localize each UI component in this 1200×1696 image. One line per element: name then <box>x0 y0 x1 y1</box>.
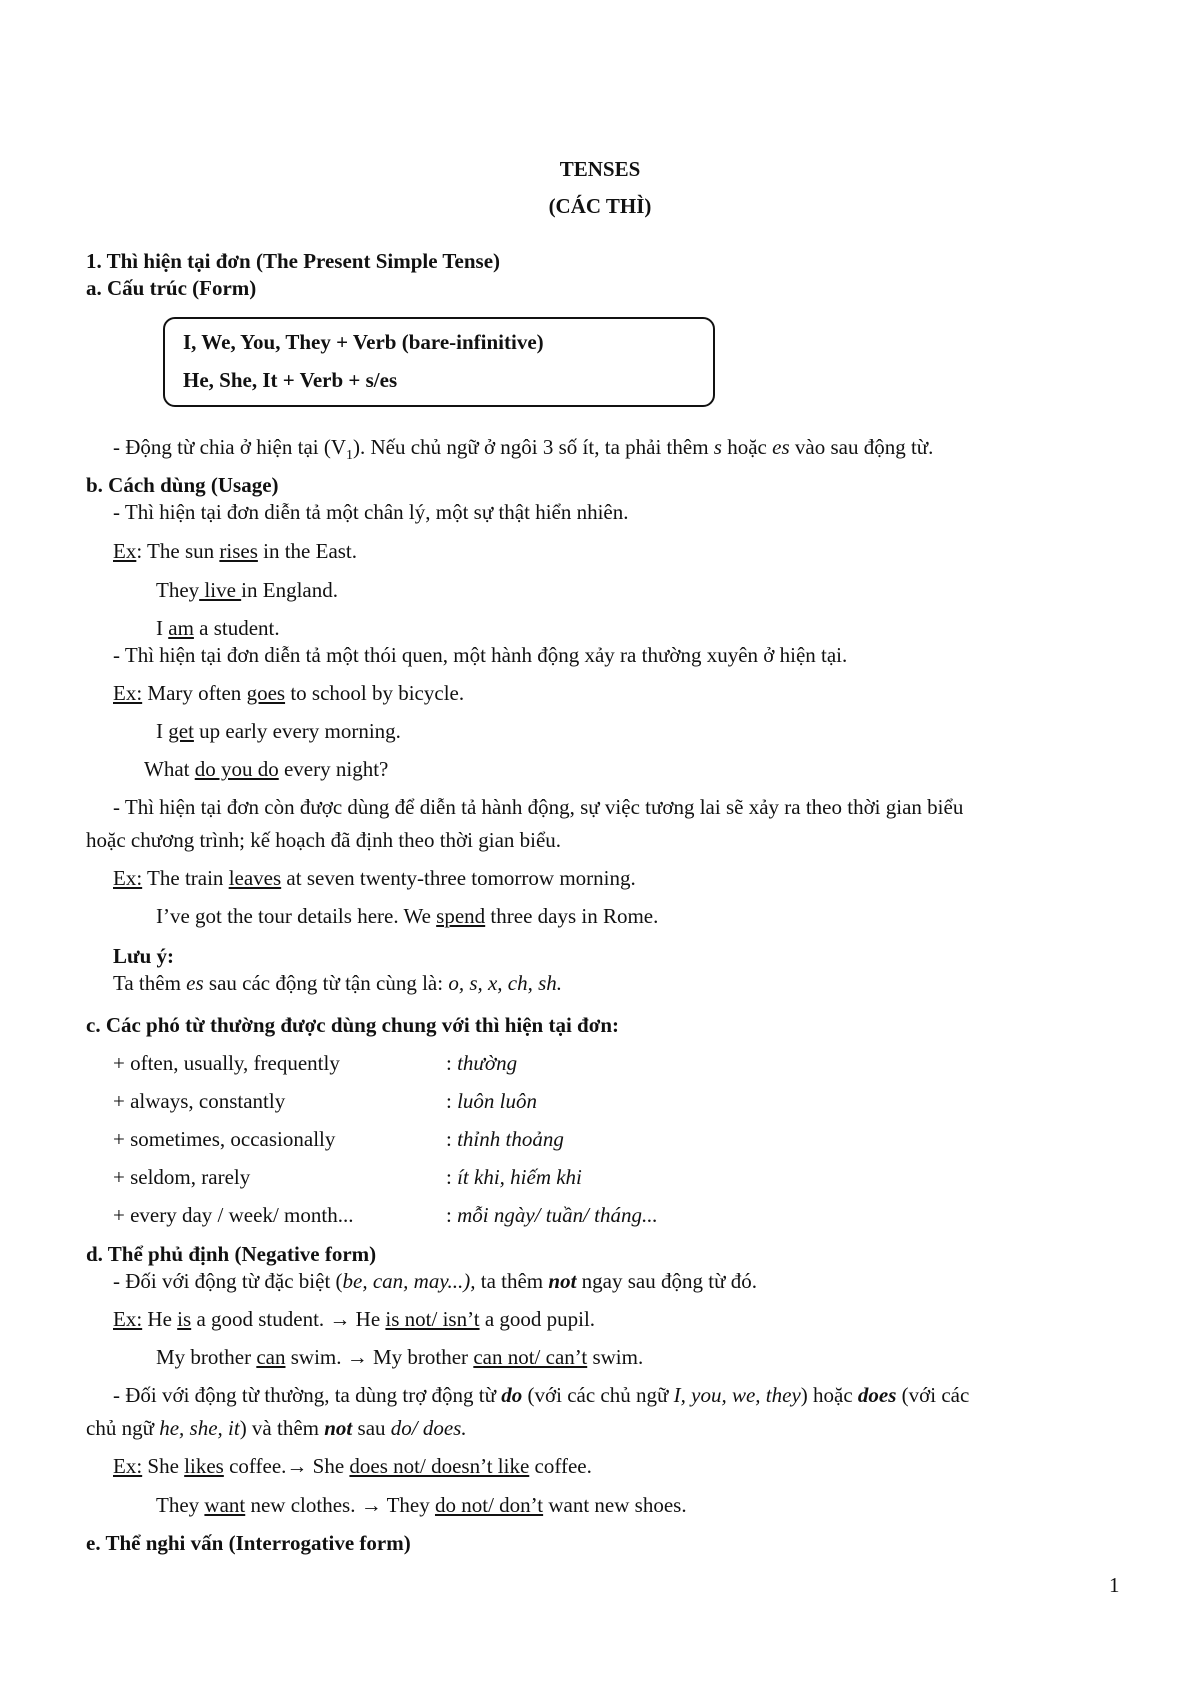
adverb-vi: : luôn luôn <box>446 1089 538 1113</box>
adverb-en: + always, constantly <box>113 1089 286 1113</box>
note-text: Ta thêm es sau các động từ tận cùng là: o, s, x, ch, sh. <box>113 971 563 995</box>
adverb-en: + every day / week/ month... <box>113 1203 354 1227</box>
adverbs-heading: c. Các phó từ thường được dùng chung với thì hiện tại đơn: <box>86 1013 620 1037</box>
adverb-row <box>113 1050 518 1076</box>
usage-heading: b. Cách dùng (Usage) <box>86 473 279 497</box>
usage-truth: - Thì hiện tại đơn diễn tả một chân lý, một sự thật hiển nhiên. <box>113 500 629 524</box>
negative-heading: d. Thể phủ định (Negative form) <box>86 1242 377 1266</box>
example-schedule-1: Ex: The train leaves at seven twenty-three tomorrow morning. <box>113 866 636 890</box>
example-habit-3: What do you do every night? <box>144 757 389 781</box>
adverb-row <box>113 1202 658 1228</box>
page-title: TENSES <box>559 157 641 181</box>
example-truth-3: I am a student. <box>156 616 280 640</box>
form-box <box>163 317 715 407</box>
adverb-row <box>113 1164 582 1190</box>
interrogative-heading: e. Thể nghi vấn (Interrogative form) <box>86 1531 411 1555</box>
example-negative-3: Ex: She likes coffee.→ She does not/ doesn’t like coffee. <box>113 1454 592 1478</box>
page-subtitle: (CÁC THÌ) <box>548 194 652 218</box>
note-heading: Lưu ý: <box>113 944 175 968</box>
adverb-vi: : thường <box>446 1051 518 1075</box>
adverb-en: + often, usually, frequently <box>113 1051 340 1075</box>
negative-rule-ordinary-line-2: chủ ngữ he, she, it) và thêm not sau do/ does. <box>86 1416 467 1440</box>
adverb-en: + sometimes, occasionally <box>113 1127 336 1151</box>
example-truth-2: They live in England. <box>156 578 338 602</box>
example-schedule-2: I’ve got the tour details here. We spend three days in Rome. <box>156 904 659 928</box>
form-line-plural: I, We, You, They + Verb (bare-infinitive) <box>183 330 544 354</box>
adverb-vi: : thỉnh thoảng <box>446 1127 564 1151</box>
negative-rule-ordinary-line-1: - Đối với động từ thường, ta dùng trợ động từ do (với các chủ ngữ I, you, we, they) hoặc does (với các <box>113 1383 970 1407</box>
example-negative-4: They want new clothes. → They do not/ don’t want new shoes. <box>156 1493 687 1517</box>
negative-rule-special: - Đối với động từ đặc biệt (be, can, may...), ta thêm not ngay sau động từ đó. <box>113 1269 757 1293</box>
adverb-vi: : ít khi, hiếm khi <box>446 1165 582 1189</box>
form-line-singular: He, She, It + Verb + s/es <box>183 368 398 392</box>
example-habit-1: Ex: Mary often goes to school by bicycle. <box>113 681 465 705</box>
section-1-heading: 1. Thì hiện tại đơn (The Present Simple Tense) <box>86 249 501 273</box>
example-truth-1: Ex: The sun rises in the East. <box>113 539 358 563</box>
adverb-vi: : mỗi ngày/ tuần/ tháng... <box>446 1203 658 1227</box>
page-number: 1 <box>1109 1573 1120 1597</box>
example-negative-1: Ex: He is a good student. → He is not/ isn’t a good pupil. <box>113 1307 596 1331</box>
usage-habit: - Thì hiện tại đơn diễn tả một thói quen, một hành động xảy ra thường xuyên ở hiện tại. <box>113 643 848 667</box>
adverb-en: + seldom, rarely <box>113 1165 251 1189</box>
example-negative-2: My brother can swim. → My brother can not/ can’t swim. <box>156 1345 644 1369</box>
usage-schedule-line-2: hoặc chương trình; kế hoạch đã định theo thời gian biểu. <box>86 828 562 852</box>
form-heading: a. Cấu trúc (Form) <box>86 276 257 300</box>
example-habit-2: I get up early every morning. <box>156 719 401 743</box>
adverb-row <box>113 1126 564 1152</box>
adverb-row <box>113 1088 538 1114</box>
usage-schedule-line-1: - Thì hiện tại đơn còn được dùng để diễn tả hành động, sự việc tương lai sẽ xảy ra theo thời gian biểu <box>113 795 964 819</box>
form-note: - Động từ chia ở hiện tại $(V_1)$. Nếu chủ ngữ ở ngôi 3 số ít, ta phải thêm s hoặc es vào sau động từ. <box>113 435 934 464</box>
